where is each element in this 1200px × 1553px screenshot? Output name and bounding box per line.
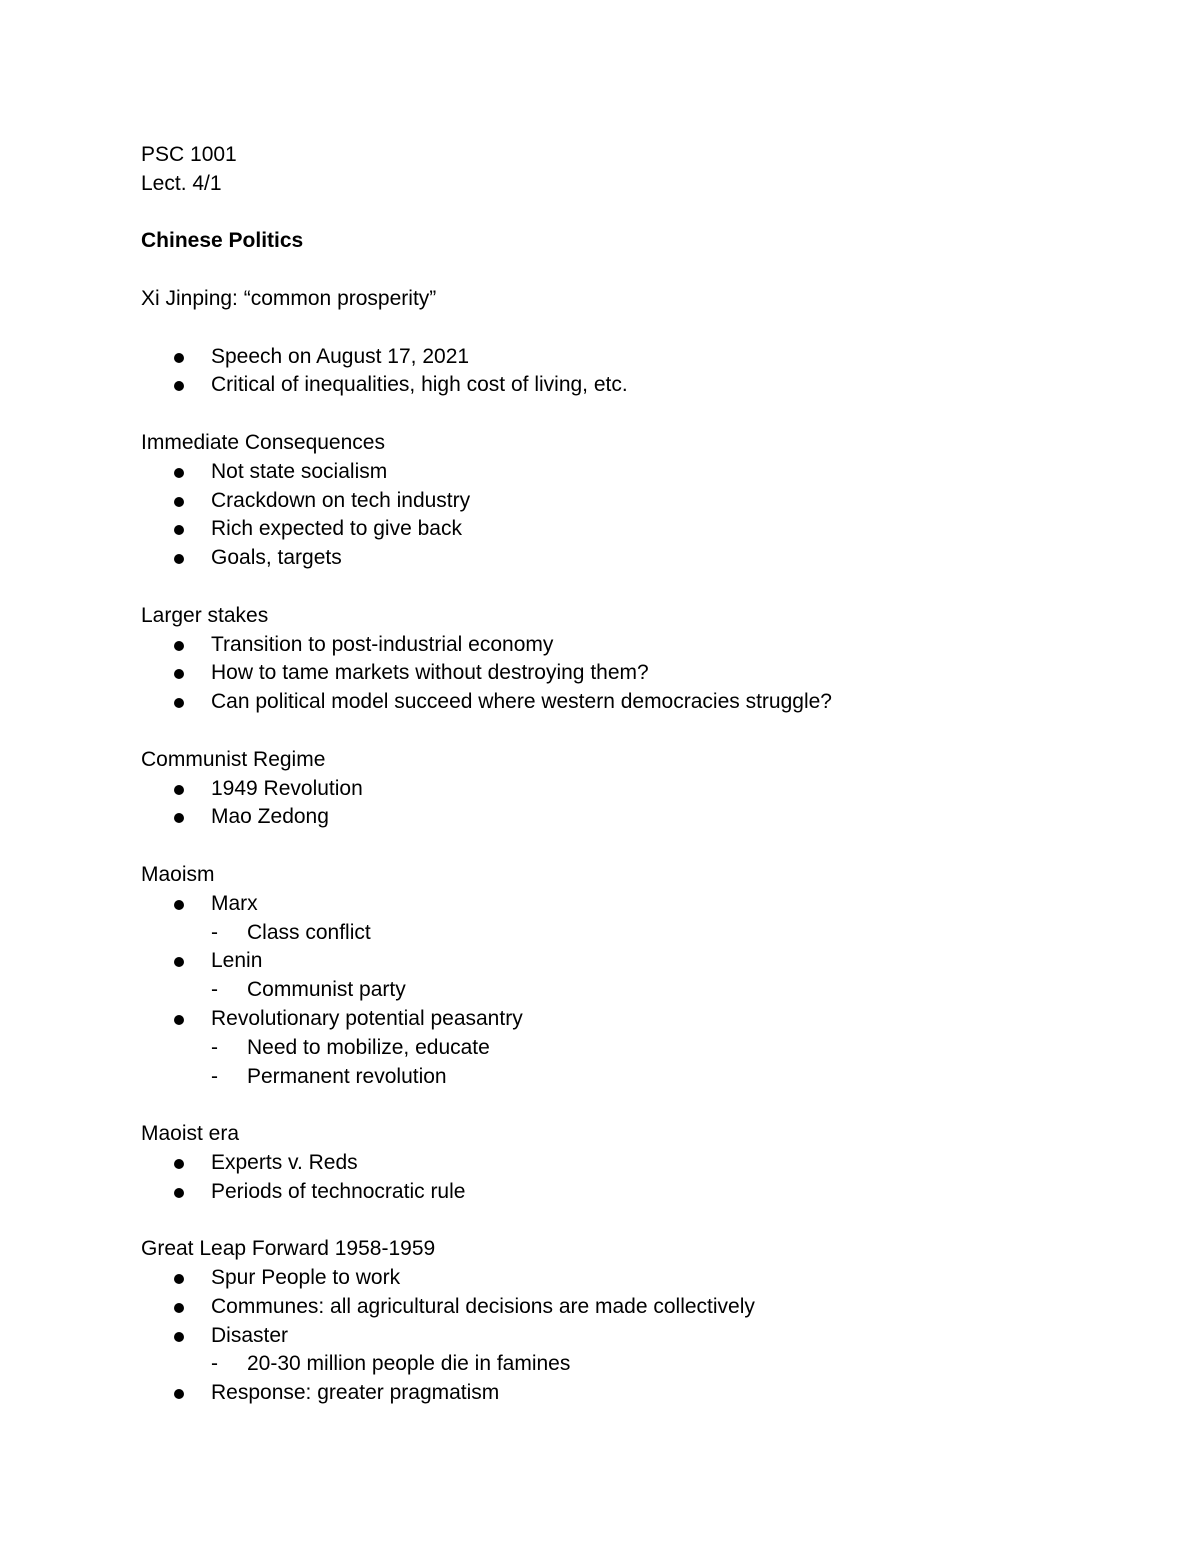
bullet-list	[141, 458, 1101, 573]
list-item	[141, 659, 1101, 688]
blank-line	[141, 1206, 1101, 1235]
bullet-icon	[174, 1389, 184, 1399]
course-code: PSC 1001	[141, 143, 237, 166]
document-page	[141, 141, 1101, 1408]
list-item-text: Marx	[211, 891, 258, 915]
blank-line	[141, 573, 1101, 602]
list-item-text: Periods of technocratic rule	[211, 1179, 466, 1203]
sub-list-item	[211, 919, 1101, 948]
list-item-text: Crackdown on tech industry	[211, 488, 471, 512]
bullet-icon	[174, 525, 184, 535]
bullet-icon	[174, 669, 184, 679]
list-item	[141, 688, 1101, 717]
section-heading: Maoism	[141, 862, 215, 886]
list-item	[141, 487, 1101, 516]
list-item	[141, 890, 1101, 948]
sub-list-item-text: Permanent revolution	[247, 1064, 447, 1088]
list-item-text: Transition to post-industrial economy	[211, 632, 554, 656]
bullet-list	[141, 890, 1101, 1092]
lecture-date: Lect. 4/1	[141, 171, 222, 195]
section-heading: Xi Jinping: “common prosperity”	[141, 286, 437, 310]
bullet-list	[141, 1149, 1101, 1207]
sub-list-item-text: 20-30 million people die in famines	[247, 1352, 571, 1376]
list-item-text: Spur People to work	[211, 1266, 401, 1290]
bullet-icon	[174, 1303, 184, 1313]
bullet-icon	[174, 1274, 184, 1284]
sub-list-item	[211, 1350, 1101, 1379]
section-heading: Communist Regime	[141, 747, 326, 771]
bullet-icon	[174, 554, 184, 564]
list-item-text: Not state socialism	[211, 459, 388, 483]
list-item	[141, 947, 1101, 1005]
sub-list-item-text: Class conflict	[247, 920, 371, 944]
section-heading: Great Leap Forward 1958-1959	[141, 1237, 436, 1261]
list-item	[141, 1379, 1101, 1408]
list-item-text: Can political model succeed where western democracies struggle?	[211, 690, 832, 714]
blank-line	[141, 832, 1101, 861]
sub-list	[211, 919, 1101, 948]
notes-section	[141, 861, 1101, 1120]
bullet-icon	[174, 813, 184, 823]
notes-section	[141, 285, 1101, 429]
bullet-icon	[174, 900, 184, 910]
section-heading: Immediate Consequences	[141, 430, 385, 454]
blank-line	[141, 400, 1101, 429]
sub-list	[211, 1350, 1101, 1379]
blank-line	[141, 314, 1101, 343]
sub-list-item	[211, 976, 1101, 1005]
list-item	[141, 803, 1101, 832]
sub-list	[211, 1034, 1101, 1092]
list-item-text: Disaster	[211, 1323, 289, 1347]
notes-section	[141, 1235, 1101, 1408]
bullet-icon	[174, 785, 184, 795]
bullet-list	[141, 1264, 1101, 1408]
list-item	[141, 1293, 1101, 1322]
notes-section	[141, 746, 1101, 861]
list-item	[141, 371, 1101, 400]
bullet-icon	[174, 698, 184, 708]
dash-icon: -	[211, 1035, 218, 1059]
bullet-icon	[174, 497, 184, 507]
sub-list	[211, 976, 1101, 1005]
sub-list-item-text: Need to mobilize, educate	[247, 1035, 490, 1059]
blank-line	[141, 717, 1101, 746]
list-item-text: Response: greater pragmatism	[211, 1381, 500, 1405]
blank-line	[141, 1091, 1101, 1120]
bullet-icon	[174, 381, 184, 391]
list-item-text: Rich expected to give back	[211, 517, 462, 541]
list-item-text: Lenin	[211, 949, 263, 973]
notes-section	[141, 602, 1101, 746]
list-item	[141, 1005, 1101, 1091]
list-item-text: 1949 Revolution	[211, 776, 363, 800]
bullet-icon	[174, 957, 184, 967]
notes-section	[141, 1120, 1101, 1235]
list-item-text: Goals, targets	[211, 546, 342, 570]
dash-icon: -	[211, 920, 218, 944]
list-item-text: Mao Zedong	[211, 805, 329, 829]
list-item	[141, 1264, 1101, 1293]
list-item	[141, 458, 1101, 487]
list-item-text: Revolutionary potential peasantry	[211, 1006, 523, 1030]
bullet-icon	[174, 353, 184, 363]
list-item-text: Speech on August 17, 2021	[211, 344, 470, 368]
bullet-icon	[174, 1332, 184, 1342]
dash-icon: -	[211, 1064, 218, 1088]
list-item-text: Experts v. Reds	[211, 1150, 358, 1174]
blank-line	[141, 256, 1101, 285]
list-item	[141, 515, 1101, 544]
dash-icon: -	[211, 1352, 218, 1376]
list-item	[141, 343, 1101, 372]
bullet-icon	[174, 468, 184, 478]
list-item-text: Communes: all agricultural decisions are made collectively	[211, 1294, 755, 1318]
list-item-text: How to tame markets without destroying them?	[211, 661, 649, 685]
list-item	[141, 544, 1101, 573]
sub-list-item	[211, 1034, 1101, 1063]
notes-body	[141, 285, 1101, 1408]
bullet-icon	[174, 1159, 184, 1169]
dash-icon: -	[211, 978, 218, 1002]
list-item	[141, 631, 1101, 660]
bullet-list	[141, 775, 1101, 833]
list-item	[141, 1322, 1101, 1380]
bullet-list	[141, 631, 1101, 717]
bullet-icon	[174, 1188, 184, 1198]
document-title: Chinese Politics	[141, 229, 304, 253]
list-item-text: Critical of inequalities, high cost of living, etc.	[211, 373, 628, 397]
sub-list-item	[211, 1063, 1101, 1092]
list-item	[141, 775, 1101, 804]
notes-section	[141, 429, 1101, 602]
bullet-icon	[174, 641, 184, 651]
sub-list-item-text: Communist party	[247, 978, 406, 1002]
blank-line	[141, 199, 1101, 228]
list-item	[141, 1178, 1101, 1207]
section-heading: Larger stakes	[141, 603, 269, 627]
bullet-icon	[174, 1015, 184, 1025]
section-heading: Maoist era	[141, 1122, 240, 1146]
list-item	[141, 1149, 1101, 1178]
bullet-list	[141, 343, 1101, 401]
